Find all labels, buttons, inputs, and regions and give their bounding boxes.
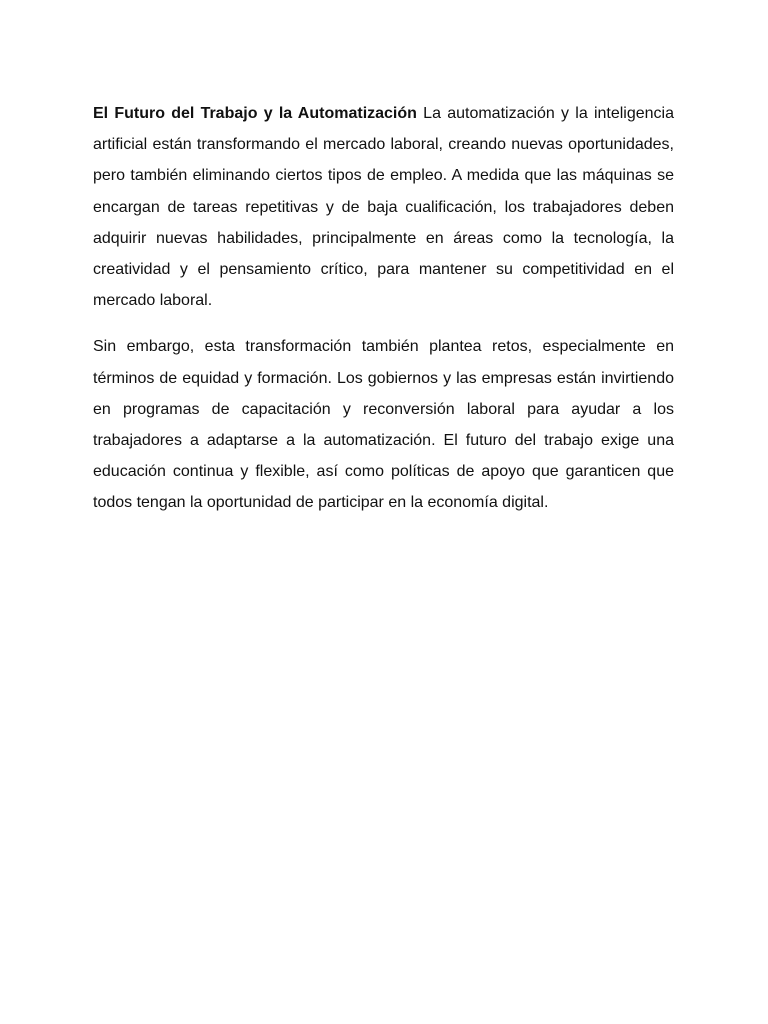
document-body [93,98,674,534]
paragraph-1 [93,98,674,316]
paragraph-1-text: La automatización y la inteligencia artificial están transformando el mercado laboral, creando nuevas oportunidades, pero también eliminando ciertos tipos de empleo. A medida que las máquinas se encargan de tareas repetitivas y de baja cualificación, los trabajadores deben adquirir nuevas habilidades, principalmente en áreas como la tecnología, la creatividad y el pensamiento crítico, para mantener su competitividad en el mercado laboral. [93,105,675,310]
paragraph-2: Sin embargo, esta transformación también plantea retos, especialmente en términos de equidad y formación. Los gobiernos y las empresas están invirtiendo en programas de capacitación y reconversión laboral para ayudar a los trabajadores a adaptarse a la automatización. El futuro del trabajo exige una educación continua y flexible, así como políticas de apoyo que garanticen que todos tengan la oportunidad de participar en la economía digital. [93,338,674,512]
document-title: El Futuro del Trabajo y la Automatización [93,105,417,122]
